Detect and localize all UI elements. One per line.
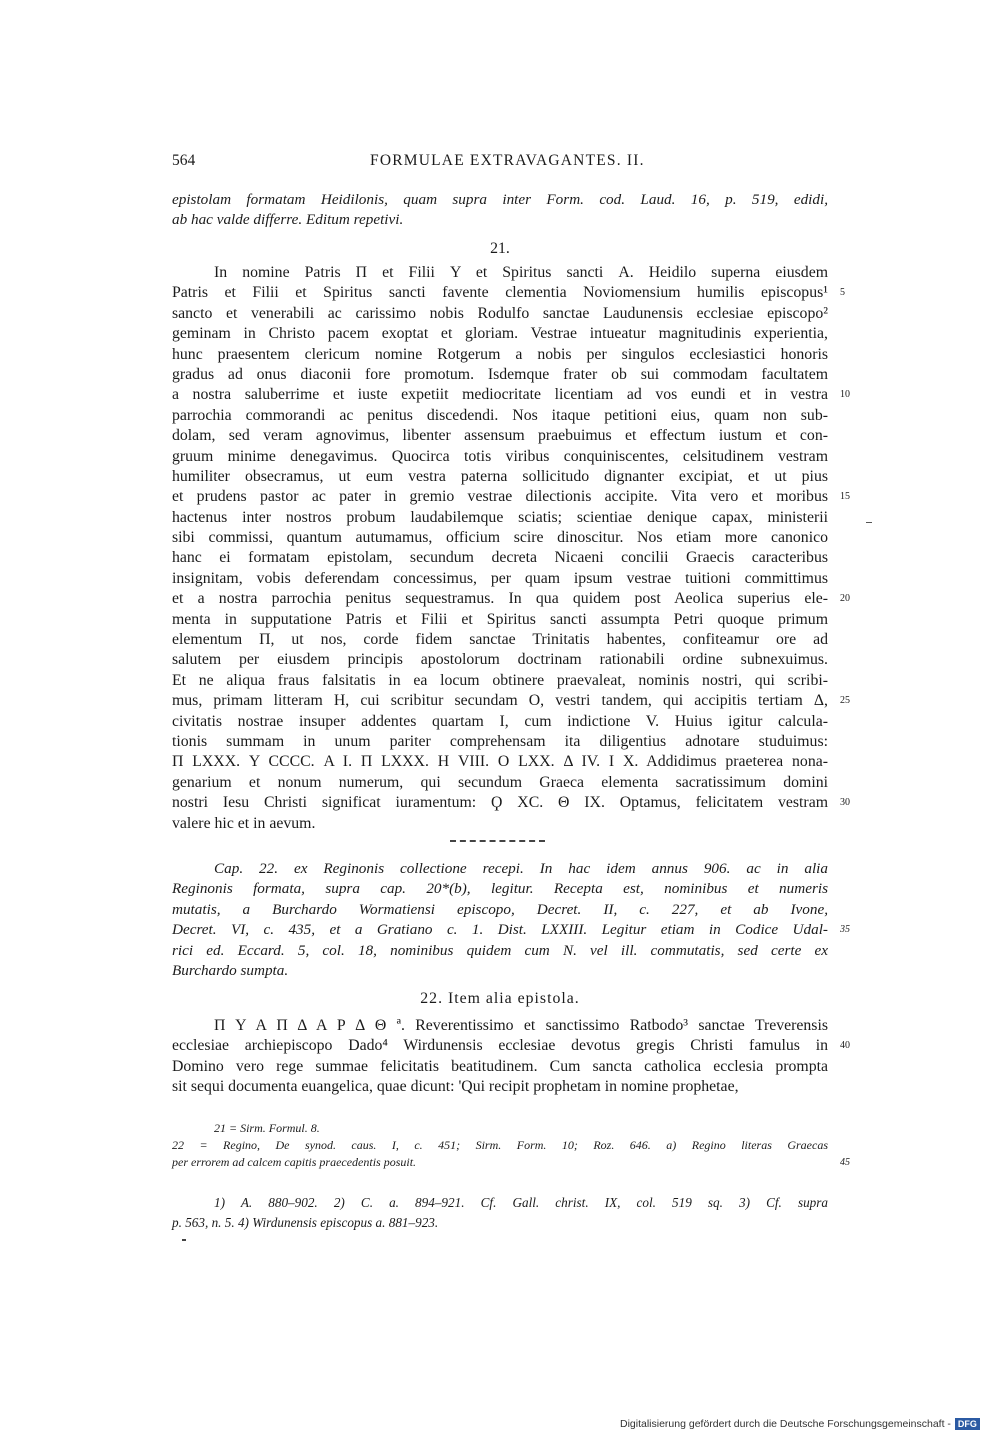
footnote-line	[172, 1213, 828, 1233]
text-line-text: et prudens pastor ac pater in gremio vestrae dilectionis accipite. Vita vero et moribus	[172, 488, 828, 506]
text-line-text: salutem per eiusdem principis apostolorum doctrinam rationabili ordine subnexuimus.	[172, 651, 828, 669]
text-line	[172, 814, 828, 834]
footer-credit	[620, 1418, 980, 1430]
apparatus-line-text: per errorem ad calcem capitis praecedentis posuit.	[172, 1155, 417, 1169]
text-line	[172, 487, 850, 507]
text-line	[172, 732, 828, 752]
critical-apparatus	[172, 1120, 850, 1171]
footnote-line	[172, 1193, 828, 1213]
line-number: 10	[840, 389, 850, 401]
text-line-text: humiliter obsecramus, ut eum vestra paterna sollicitudo dignanter excipiat, et ut pius	[172, 467, 828, 485]
text-line-text: Patris et Filii et Spiritus sancti favente clementia Noviomensium humilis episcopus¹	[172, 284, 828, 302]
note-line	[172, 961, 828, 981]
text-line-text: et a nostra parrochia penitus sequestramus. In qua quidem post Aeolica superius ele-	[172, 590, 828, 608]
text-line	[172, 467, 828, 487]
text-line	[172, 324, 828, 344]
text-line	[172, 283, 845, 303]
text-line	[172, 691, 850, 711]
text-line	[172, 650, 828, 670]
text-line-text: Domino vero rege summae felicitatis beatitudinem. Cum sancta catholica ecclesia prompta	[172, 1057, 828, 1075]
text-line	[172, 752, 828, 772]
note-line	[172, 900, 828, 920]
line-number: 20	[840, 593, 850, 605]
text-line	[172, 263, 828, 283]
dfg-logo: DFG	[955, 1418, 980, 1430]
text-line	[172, 610, 828, 630]
text-line	[172, 385, 850, 405]
text-line	[172, 528, 828, 548]
text-line-text: civitatis nostrae insuper addentes quartam Ι, cum indictione V. Huius igitur calcula-	[172, 712, 828, 730]
note-line	[172, 879, 828, 899]
apparatus-line	[172, 1120, 828, 1137]
apparatus-line-text: 21 = Sirm. Formul. 8.	[214, 1121, 320, 1135]
footnotes	[172, 1193, 828, 1233]
text-line-text: sit sequi documenta euangelica, quae dicunt: 'Qui recipit prophetam in nomine prophetae,	[172, 1078, 739, 1096]
text-line-text: valere hic et in aevum.	[172, 814, 316, 832]
text-line-text: sibi commissi, quantum autumamus, officium scire dinoscitur. Nos etiam more canonico	[172, 529, 828, 547]
text-line-text: a nostra saluberrime et iuste expetiit mediocritate licentiam ad vos eundi et in vestra	[172, 386, 828, 404]
text-line-text: parrochia commorandi ac penitus discedendi. Nos itaque petitioni eius, quam non sub-	[172, 406, 828, 424]
text-line	[172, 1016, 828, 1036]
footer-text: Digitalisierung gefördert durch die Deutsche Forschungsgemeinschaft -	[620, 1418, 951, 1430]
section-22-heading: 22. Item alia epistola.	[420, 990, 580, 1007]
text-line-text: Π LXXX. Υ CCCC. Α I. Π LXXX. Η VIII. Ο LXX. Δ IV. Ι X. Addidimus praeterea nona-	[172, 753, 828, 771]
text-line-text: nostri Iesu Christi significat iuramentum: Ϙ XC. Θ IX. Optamus, felicitatem vestram	[172, 794, 828, 812]
text-line-text: hactenus inter nostros probum laudabilemque sciatis; scientiae denique capax, ministerii	[172, 508, 828, 526]
editorial-note	[172, 859, 850, 981]
line-number: 40	[840, 1040, 850, 1052]
text-line-text: ecclesiae archiepiscopo Dado⁴ Wirdunensis ecclesiae devotus gregis Christi famulus in	[172, 1037, 828, 1055]
line-number: 25	[840, 695, 850, 707]
text-line	[172, 406, 828, 426]
note-line-text: Decret. VI, c. 435, et a Gratiano c. 1. Dist. LXXIII. Legitur etiam in Codice Udal-	[172, 921, 828, 939]
footnote-line-text: 1) A. 880–902. 2) C. a. 894–921. Cf. Gall. christ. IX, col. 519 sq. 3) Cf. supra	[214, 1195, 828, 1210]
text-line	[172, 1057, 828, 1077]
margin-mark	[866, 522, 872, 523]
section-21-text	[172, 263, 850, 834]
text-line	[172, 426, 828, 446]
line-number: 15	[840, 491, 850, 503]
text-line-text: mus, primam litteram Η, cui scribitur secundam Ο, vestri tandem, qui accipitis tertiam Δ,	[172, 692, 828, 710]
intro-note	[172, 190, 828, 230]
text-line-text: gradus ad onus diaconii fore promotum. Isdemque frater ob sui commodam facultatem	[172, 365, 828, 383]
text-line	[172, 671, 828, 691]
text-line-text: tionis summam in unum pariter comprehensam ita diligentius adnotare studuimus:	[172, 732, 828, 750]
footnote-line-text: p. 563, n. 5. 4) Wirdunensis episcopus a. 881–923.	[172, 1215, 439, 1230]
page-number: 564	[172, 152, 196, 169]
line-number: 5	[840, 287, 845, 299]
text-line	[172, 447, 828, 467]
margin-dot	[182, 1239, 186, 1241]
running-title: FORMULAE EXTRAVAGANTES. II.	[370, 152, 645, 169]
text-line	[172, 304, 828, 324]
section-21-number: 21.	[490, 240, 510, 257]
note-line	[172, 920, 850, 940]
line-number: 30	[840, 797, 850, 809]
text-line-text: insignitam, vobis deferendam concessimus, per quam ipsum vestrae tuitioni committimus	[172, 569, 828, 587]
text-line	[172, 569, 828, 589]
intro-line: ab hac valde differre. Editum repetivi.	[172, 211, 404, 228]
text-line-text: hanc ei formatam epistolam, secundum decreta Nicaeni concilii Graecis caracteribus	[172, 549, 828, 567]
text-line-text: genarium et nonum numerum, qui secundum Graeca elementa sacratissimum domini	[172, 773, 828, 791]
text-line	[172, 365, 828, 385]
text-line	[172, 345, 828, 365]
text-line	[172, 508, 828, 528]
note-line-text: mutatis, a Burchardo Wormatiensi episcopo, Decret. II, c. 227, et ab Ivone,	[172, 900, 828, 918]
apparatus-line-text: 22 = Regino, De synod. caus. I, c. 451; Sirm. Form. 10; Roz. 646. a) Regino literas Graecas	[172, 1138, 828, 1152]
line-number: 45	[840, 1157, 850, 1168]
section-22-text	[172, 1016, 850, 1098]
text-line-text: Et ne aliqua fraus falsitatis in ea locum obtinere praevaleat, nominis nostri, qui scribi-	[172, 671, 828, 689]
text-line-text: gruum minime denegavimus. Quocirca totis viribus conquiniscentes, celsitudinem vestram	[172, 447, 828, 465]
text-line-text: In nomine Patris Π et Filii Υ et Spiritus sancti Α. Heidilo superna eiusdem	[214, 264, 828, 281]
note-line-text: rici ed. Eccard. 5, col. 18, nominibus quidem cum N. vel ill. commutatis, sed certe ex	[172, 941, 828, 959]
text-line	[172, 712, 828, 732]
text-line	[172, 1036, 850, 1056]
apparatus-line	[172, 1154, 850, 1171]
note-line-text: Reginonis formata, supra cap. 20*(b), legitur. Recepta est, nominibus et numeris	[172, 880, 828, 898]
note-line	[172, 859, 828, 879]
text-line-text: Π Υ Α Π Δ Α Ρ Δ Θ ª. Reverentissimo et sanctissimo Ratbodo³ sanctae Treverensis	[214, 1017, 828, 1034]
text-line-text: geminam in Christo pacem exoptat et gloriam. Vestrae intueatur magnitudinis experientia,	[172, 325, 828, 343]
text-line-text: hunc praesentem clericum nomine Rotgerum a nobis per singulos ecclesiastici honoris	[172, 345, 828, 363]
text-line-text: elementum Π, ut nos, corde fidem sanctae Trinitatis habentes, confiteamur ore ad	[172, 631, 828, 649]
text-line	[172, 1077, 828, 1097]
text-line	[172, 548, 828, 568]
text-line	[172, 773, 828, 793]
text-line-text: menta in supputatione Patris et Filii et Spiritus sancti assumpta Petri quoque primum	[172, 610, 828, 628]
text-line	[172, 589, 850, 609]
line-number: 35	[840, 924, 850, 936]
note-line-text: Burchardo sumpta.	[172, 961, 289, 979]
text-line-text: sancto et venerabili ac carissimo nobis Rodulfo sanctae Laudunensis ecclesiae episcopo²	[172, 304, 828, 322]
note-line-text: Cap. 22. ex Reginonis collectione recepi. In hac idem annus 906. ac in alia	[214, 860, 828, 877]
section-separator	[450, 840, 545, 842]
apparatus-line	[172, 1137, 828, 1154]
text-line	[172, 630, 828, 650]
text-line	[172, 793, 850, 813]
note-line	[172, 941, 828, 961]
intro-line: epistolam formatam Heidilonis, quam supra inter Form. cod. Laud. 16, p. 519, edidi,	[172, 191, 828, 208]
text-line-text: dolam, sed veram agnovimus, libenter assensum praebuimus et effectum iustum et con-	[172, 427, 828, 445]
